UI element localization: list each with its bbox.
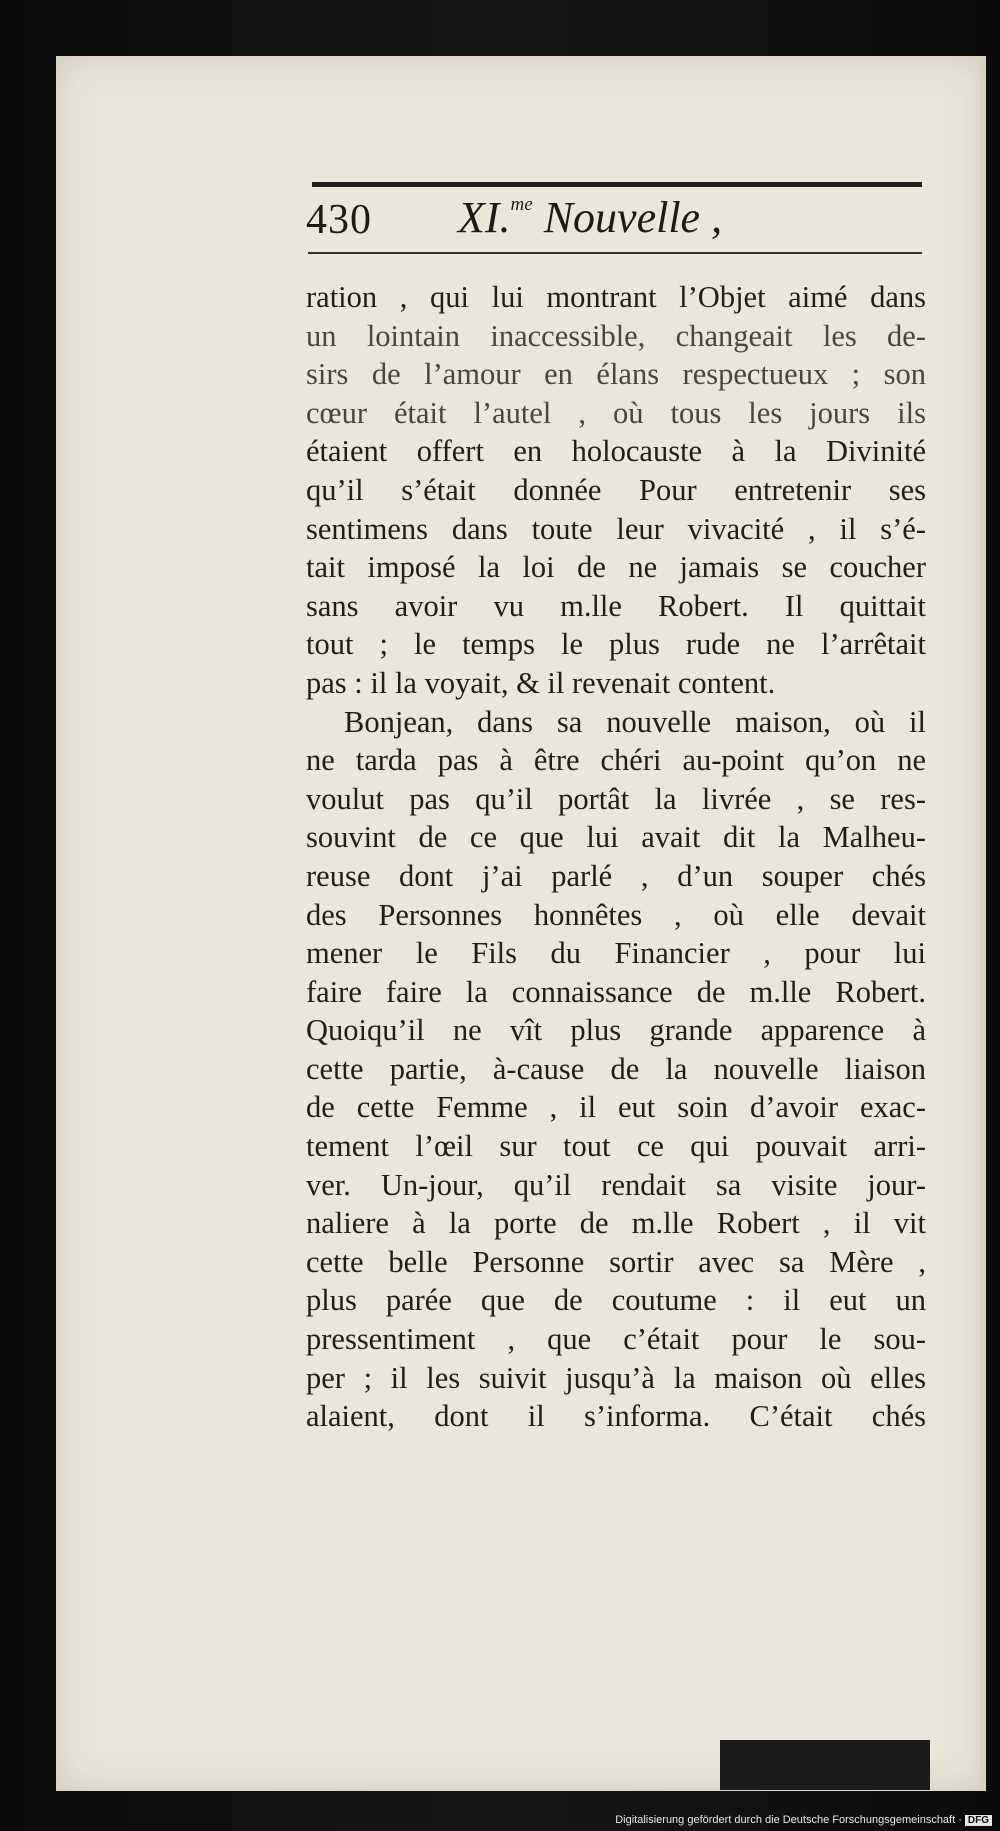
text-line: cœur était l’autel , où tous les jours ils [306,395,926,430]
text-line: de cette Femme , il eut soin d’avoir exac- [306,1090,926,1125]
text-line: Bonjean, dans sa nouvelle maison, où il [344,704,926,739]
text-line: ne tarda pas à être chéri au-point qu’on ne [306,743,926,778]
text-line: cette belle Personne sortir avec sa Mère , [306,1244,926,1279]
credit-text: Digitalisierung gefördert durch die Deutsche Forschungsgemeinschaft · [615,1814,962,1826]
running-header [306,192,926,248]
header-rule-top [312,182,922,187]
text-line: sentimens dans toute leur vivacité , il s’é- [306,511,926,546]
running-title [458,192,722,243]
text-line: pressentiment , que c’était pour le sou- [306,1322,926,1357]
text-line: ration , qui lui montrant l’Objet aimé dans [306,280,926,314]
text-line: mener le Fils du Financier , pour lui [306,936,926,971]
text-line: faire faire la connaissance de m.lle Robert. [306,974,926,1009]
text-line: per ; il les suivit jusqu’à la maison où elles [306,1360,926,1395]
text-line: pas : il la voyait, & il revenait content. [306,665,776,700]
text-line: ver. Un-jour, qu’il rendait sa visite jour- [306,1167,926,1202]
text-line: tout ; le temps le plus rude ne l’arrêtait [306,627,926,662]
dfg-logo: DFG [965,1815,992,1826]
text-line: cette partie, à-cause de la nouvelle liaison [306,1051,926,1086]
text-line: tement l’œil sur tout ce qui pouvait arri- [306,1129,926,1164]
running-title-main: XI. [458,193,511,242]
text-line: souvint de ce que lui avait dit la Malheu- [306,820,926,855]
body-text [306,278,926,1436]
running-title-sup: me [510,194,533,215]
text-line: voulut pas qu’il portât la livrée , se res- [306,781,926,816]
text-line: reuse dont j’ai parlé , d’un souper chés [306,858,926,893]
running-title-rest: Nouvelle , [543,193,723,242]
text-line: alaient, dont il s’informa. C’était chés [306,1399,926,1434]
page-number: 430 [306,197,372,243]
text-line: naliere à la porte de m.lle Robert , il vit [306,1206,926,1241]
text-line: sirs de l’amour en élans respectueux ; son [306,357,926,392]
text-line: des Personnes honnêtes , où elle devait [306,897,926,932]
header-rule-bottom [308,252,922,254]
text-line: qu’il s’était donnée Pour entretenir ses [306,472,926,507]
binding-shadow [720,1740,930,1790]
text-line: étaient offert en holocauste à la Divinité [306,434,926,469]
text-line: plus parée que de coutume : il eut un [306,1283,926,1318]
text-line: sans avoir vu m.lle Robert. Il quittait [306,588,926,623]
page-edge [980,56,986,1791]
text-line: un lointain inaccessible, changeait les de- [306,318,926,353]
text-line: tait imposé la loi de ne jamais se coucher [306,550,926,585]
text-line: Quoiqu’il ne vît plus grande apparence à [306,1013,926,1048]
digitization-credit [615,1814,992,1826]
